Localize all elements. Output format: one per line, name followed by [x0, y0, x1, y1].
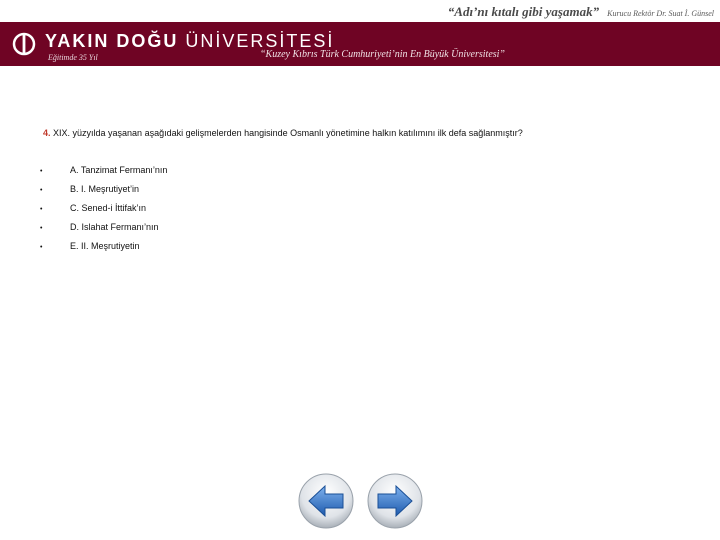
answer-option	[40, 184, 167, 203]
option-text: B. I. Meşrutiyet’in	[70, 184, 140, 194]
bullet: •	[40, 206, 43, 213]
header-banner	[0, 22, 720, 66]
bullet: •	[40, 244, 43, 251]
university-age: Eğitimde 35 Yıl	[48, 53, 98, 62]
answer-option	[40, 241, 167, 260]
previous-button[interactable]	[297, 472, 355, 530]
bullet: •	[40, 187, 43, 194]
bullet: •	[40, 225, 43, 232]
option-text: A. Tanzimat Fermanı’nın	[70, 165, 168, 175]
answer-options	[40, 165, 167, 260]
option-text: E. II. Meşrutiyetin	[70, 241, 140, 251]
university-logo-icon	[12, 32, 36, 56]
top-strip	[0, 0, 720, 22]
answer-option	[40, 165, 167, 184]
answer-option	[40, 203, 167, 222]
university-name-rest: ÜNİVERSİTESİ	[178, 31, 335, 51]
right-arrow-icon	[366, 472, 424, 530]
motto-author: Kurucu Rektör Dr. Suat İ. Günsel	[607, 9, 714, 18]
university-tagline: “Kuzey Kıbrıs Türk Cumhuriyeti’nin En Büyük Üniversitesi”	[260, 49, 505, 60]
answer-option	[40, 222, 167, 241]
motto-text: “Adı’nı kıtalı gibi yaşamak”	[447, 4, 600, 19]
option-text: D. Islahat Fermanı’nın	[70, 222, 159, 232]
left-arrow-icon	[297, 472, 355, 530]
next-button[interactable]	[366, 472, 424, 530]
bullet: •	[40, 168, 43, 175]
question-text: XIX. yüzyılda yaşanan aşağıdaki gelişmelerden hangisinde Osmanlı yönetimine halkın katılımını ilk defa sağlanmıştır?	[50, 128, 523, 138]
motto	[448, 3, 714, 21]
option-text: C. Sened-i İttifak’ın	[70, 203, 147, 213]
question-number: 4.	[43, 128, 51, 138]
university-name-bold: YAKIN DOĞU	[45, 31, 179, 51]
question	[43, 128, 693, 138]
